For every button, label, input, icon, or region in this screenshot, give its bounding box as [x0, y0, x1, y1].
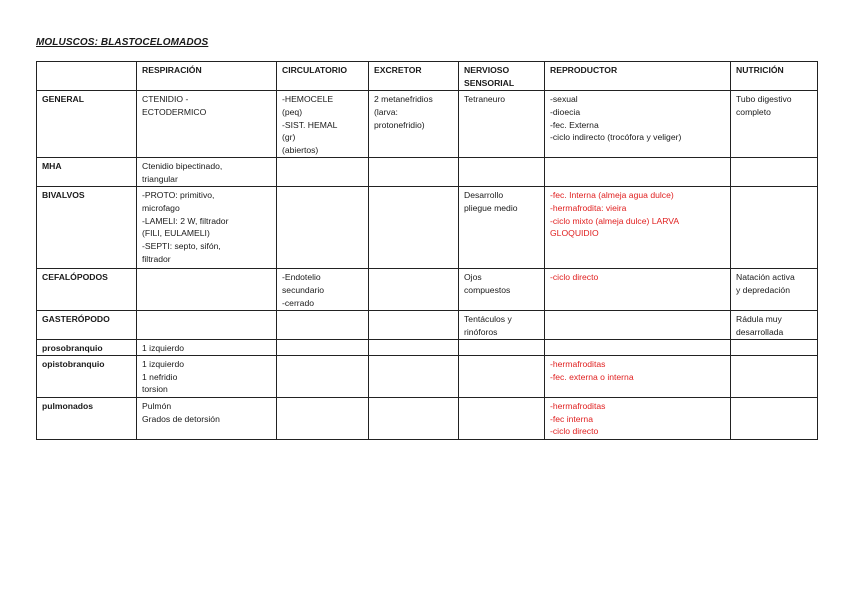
cell-excretor — [369, 340, 459, 356]
cell-nervioso — [459, 91, 545, 158]
cell-nutricion — [731, 340, 818, 356]
cell-line: Tentáculos y — [464, 314, 512, 324]
cell-line: -ciclo mixto (almeja dulce) LARVA — [550, 215, 680, 226]
cell-nutricion — [731, 269, 818, 311]
header-excretor: EXCRETOR — [369, 62, 459, 91]
cell-nutricion — [731, 311, 818, 340]
table-row-gasteropodo — [37, 311, 818, 340]
cell-line: -sexual — [550, 94, 578, 104]
cell-line: (gr) — [282, 132, 296, 143]
cell-nutricion — [731, 397, 818, 439]
row-label: GASTERÓPODO — [37, 311, 137, 340]
cell-line: (abiertos) — [282, 145, 319, 156]
cell-circulatorio — [277, 187, 369, 269]
cell-circulatorio — [277, 269, 369, 311]
cell-reproductor — [545, 397, 731, 439]
cell-line: -fec. Externa — [550, 119, 599, 130]
row-label: CEFALÓPODOS — [37, 269, 137, 311]
header-circulatorio: CIRCULATORIO — [277, 62, 369, 91]
cell-line: GLOQUIDIO — [550, 228, 599, 239]
cell-nervioso — [459, 311, 545, 340]
cell-nutricion — [731, 187, 818, 269]
cell-respiracion — [137, 158, 277, 187]
cell-line: 1 izquierdo — [142, 343, 185, 353]
cell-line: -hermafroditas — [550, 358, 606, 369]
cell-line: (larva: — [374, 106, 398, 117]
cell-line: -PROTO: primitivo, — [142, 190, 215, 200]
cell-line: triangular — [142, 173, 178, 184]
header-cell-empty — [37, 62, 137, 91]
header-respiracion: RESPIRACIÓN — [137, 62, 277, 91]
cell-line: Tubo digestivo — [736, 94, 792, 104]
cell-reproductor — [545, 158, 731, 187]
moluscos-table — [36, 61, 818, 440]
cell-line: Natación activa — [736, 272, 795, 282]
cell-line: 2 metanefridios — [374, 94, 433, 104]
row-label: opistobranquio — [37, 355, 137, 397]
cell-nervioso — [459, 158, 545, 187]
cell-circulatorio — [277, 311, 369, 340]
table-row-pulmonados — [37, 397, 818, 439]
cell-reproductor — [545, 340, 731, 356]
cell-line: -hermafrodita: vieira — [550, 202, 627, 213]
cell-line: completo — [736, 106, 771, 117]
cell-line: protonefridio) — [374, 119, 425, 130]
cell-circulatorio — [277, 355, 369, 397]
cell-reproductor — [545, 311, 731, 340]
cell-line: -hermafroditas — [550, 400, 606, 411]
cell-line: microfago — [142, 202, 180, 213]
row-label: BIVALVOS — [37, 187, 137, 269]
header-nervioso-sensorial: NERVIOSO SENSORIAL — [459, 62, 545, 91]
cell-respiracion — [137, 91, 277, 158]
table-header-row — [37, 62, 818, 91]
cell-line: -SIST. HEMAL — [282, 119, 338, 130]
header-nutricion: NUTRICIÓN — [731, 62, 818, 91]
cell-circulatorio — [277, 397, 369, 439]
cell-line: torsion — [142, 384, 168, 395]
cell-reproductor — [545, 269, 731, 311]
cell-line: -cerrado — [282, 297, 314, 308]
table-row-opistobranquio — [37, 355, 818, 397]
cell-nutricion — [731, 91, 818, 158]
cell-nervioso — [459, 397, 545, 439]
cell-nervioso — [459, 187, 545, 269]
cell-respiracion — [137, 397, 277, 439]
table-row-bivalvos — [37, 187, 818, 269]
cell-line: -fec. Interna (almeja agua dulce) — [550, 190, 674, 200]
table-row-cefalopodos — [37, 269, 818, 311]
cell-excretor — [369, 269, 459, 311]
cell-line: -ciclo indirecto (trocófora y veliger) — [550, 132, 682, 143]
cell-line: pliegue medio — [464, 202, 518, 213]
cell-nutricion — [731, 355, 818, 397]
cell-nervioso — [459, 269, 545, 311]
cell-line: -HEMOCELE — [282, 94, 334, 104]
cell-excretor — [369, 311, 459, 340]
cell-line: Desarrollo — [464, 190, 504, 200]
cell-line: y depredación — [736, 284, 790, 295]
cell-line: secundario — [282, 284, 325, 295]
cell-excretor — [369, 91, 459, 158]
cell-line: Ctenidio bipectinado, — [142, 161, 223, 171]
cell-line: desarrollada — [736, 326, 784, 337]
cell-respiracion — [137, 311, 277, 340]
row-label: GENERAL — [37, 91, 137, 158]
row-label: MHA — [37, 158, 137, 187]
cell-line: -LAMELI: 2 W, filtrador — [142, 215, 229, 226]
table-row-mha — [37, 158, 818, 187]
cell-respiracion — [137, 355, 277, 397]
cell-nervioso — [459, 340, 545, 356]
cell-line: -ciclo directo — [550, 426, 599, 437]
cell-line: -dioecia — [550, 106, 581, 117]
cell-nervioso — [459, 355, 545, 397]
cell-circulatorio — [277, 340, 369, 356]
cell-line: (FILI, EULAMELI) — [142, 228, 210, 239]
cell-respiracion — [137, 187, 277, 269]
cell-respiracion — [137, 340, 277, 356]
cell-nutricion — [731, 158, 818, 187]
table-row-general — [37, 91, 818, 158]
table-row-prosobranquio — [37, 340, 818, 356]
cell-line: (peq) — [282, 106, 303, 117]
cell-respiracion — [137, 269, 277, 311]
cell-line: Pulmón — [142, 400, 172, 411]
cell-reproductor — [545, 187, 731, 269]
cell-line: 1 nefridio — [142, 371, 178, 382]
cell-line: 1 izquierdo — [142, 358, 185, 369]
cell-line: -fec. externa o interna — [550, 371, 634, 382]
cell-line: -fec interna — [550, 413, 593, 424]
cell-line: Grados de detorsión — [142, 413, 220, 424]
cell-reproductor — [545, 91, 731, 158]
cell-circulatorio — [277, 158, 369, 187]
document-title: MOLUSCOS: BLASTOCELOMADOS — [36, 37, 209, 48]
cell-line: -Endotelio — [282, 272, 321, 282]
cell-excretor — [369, 158, 459, 187]
cell-line: filtrador — [142, 253, 171, 264]
header-reproductor: REPRODUCTOR — [545, 62, 731, 91]
row-label: pulmonados — [37, 397, 137, 439]
cell-circulatorio — [277, 91, 369, 158]
cell-line: -ciclo directo — [550, 272, 599, 282]
cell-line: ECTODERMICO — [142, 106, 207, 117]
cell-excretor — [369, 355, 459, 397]
cell-line: compuestos — [464, 284, 511, 295]
cell-line: rinóforos — [464, 326, 498, 337]
cell-line: -SEPTI: septo, sifón, — [142, 241, 221, 252]
cell-line: Ojos — [464, 272, 482, 282]
cell-line: Rádula muy — [736, 314, 782, 324]
cell-line: CTENIDIO - — [142, 94, 189, 104]
row-label: prosobranquio — [37, 340, 137, 356]
cell-reproductor — [545, 355, 731, 397]
cell-excretor — [369, 397, 459, 439]
cell-excretor — [369, 187, 459, 269]
cell-line: Tetraneuro — [464, 94, 506, 104]
